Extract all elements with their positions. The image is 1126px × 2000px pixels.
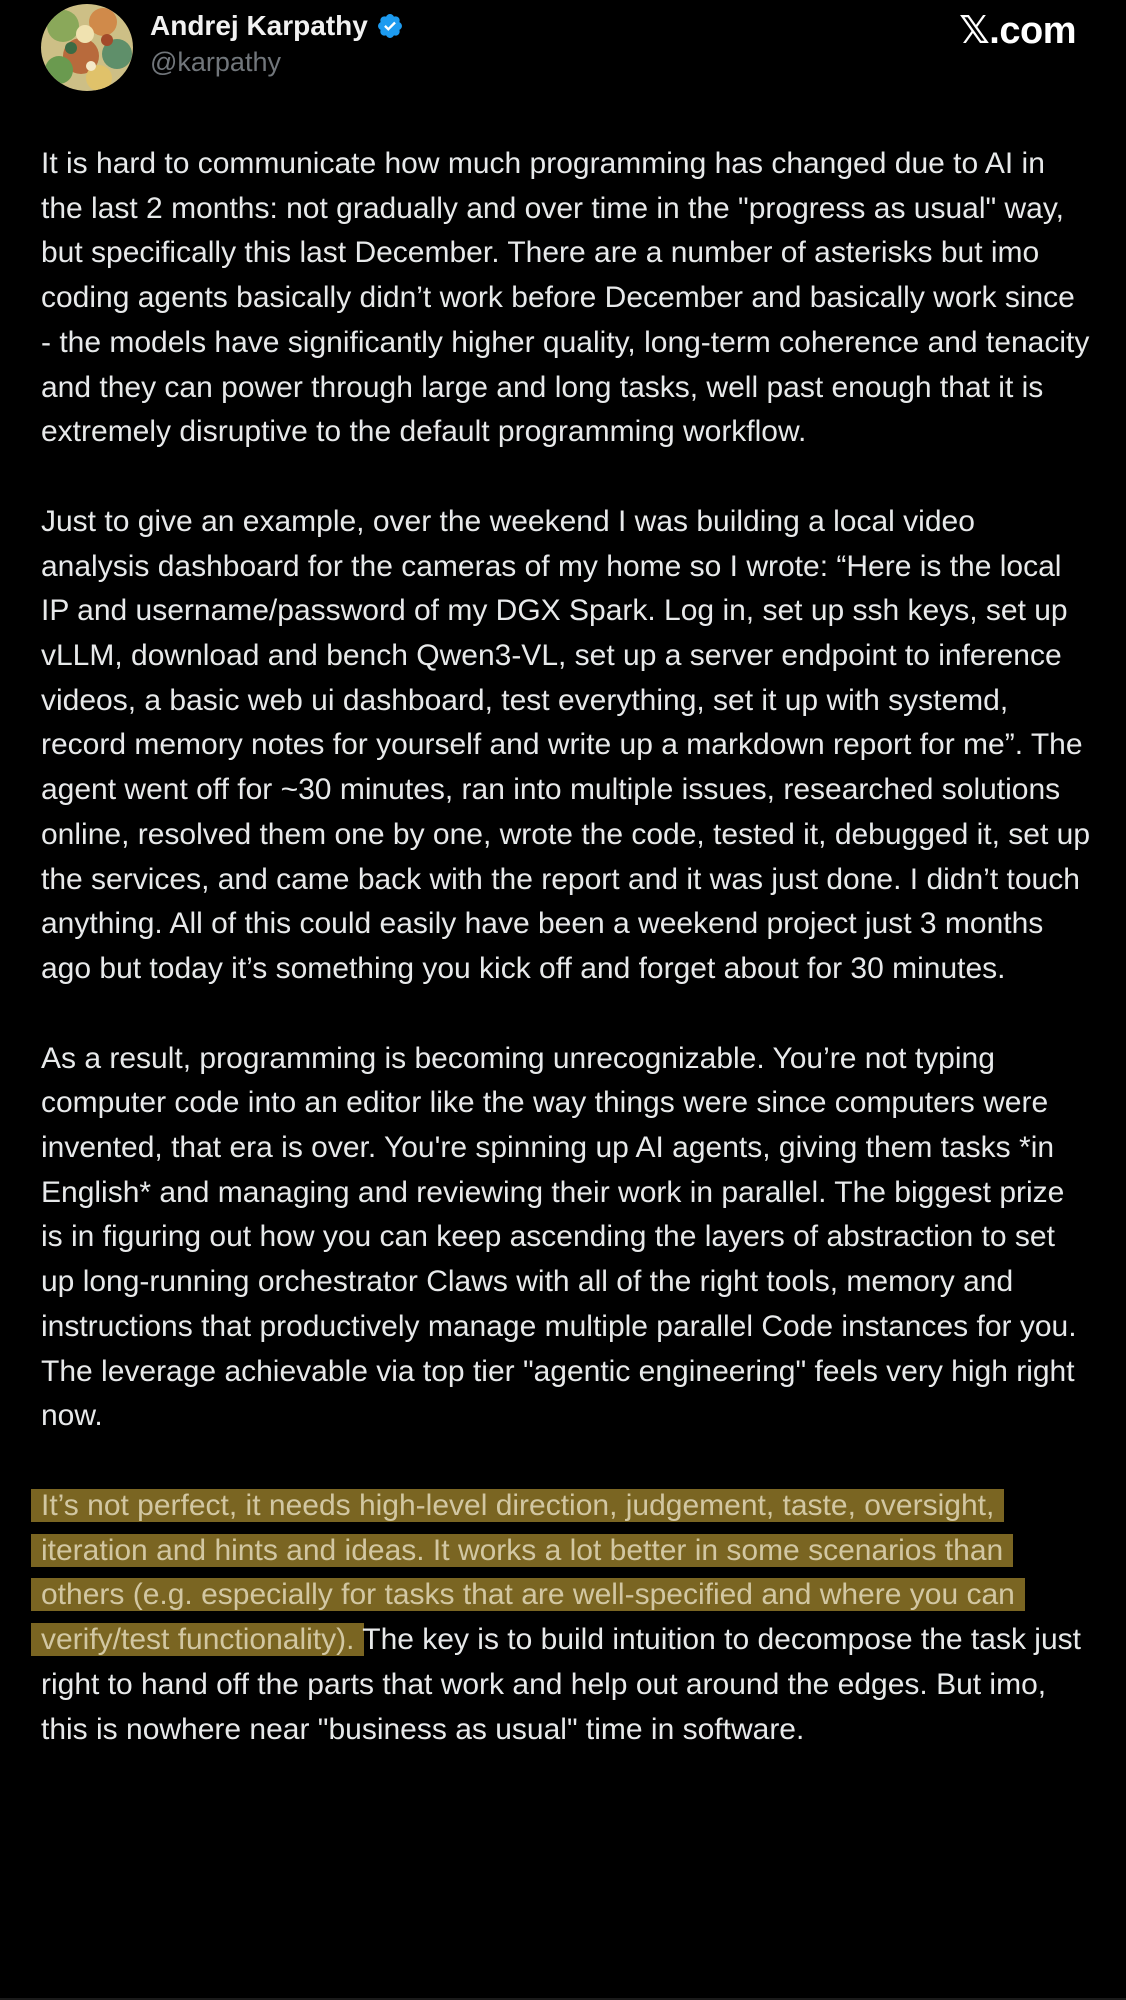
post-paragraph-4: [41, 1484, 1091, 1752]
avatar[interactable]: [41, 4, 133, 91]
author-handle[interactable]: @karpathy: [150, 47, 281, 77]
highlighted-text: It’s not perfect, it needs high-level direction, judgement, taste, oversight, iteration and hints and ideas. It works a lot better in some scenarios than others (e.g. especially for tasks that are well-specified and where you can verify/test functionality).: [41, 1488, 1015, 1657]
author-display-name[interactable]: [150, 8, 404, 44]
post-paragraph-3: As a result, programming is becoming unrecognizable. You’re not typing computer code into an editor like the way things were since computers were invented, that era is over. You're spinning up AI agents, giving them tasks *in English* and managing and reviewing their work in parallel. The biggest prize is in figuring out how you can keep ascending the layers of abstraction to set up long-running orchestrator Claws with all of the right tools, memory and instructions that productively manage multiple parallel Code instances for you. The leverage achievable via top tier "agentic engineering" feels very high right now.: [41, 1041, 1077, 1433]
post-paragraph-1: It is hard to communicate how much programming has changed due to AI in the last 2 months: not gradually and over time in the "progress as usual" way, but specifically this last December. There are a number of asterisks but imo coding agents basically didn’t work before December and basically work since - the models have significantly higher quality, long-term coherence and tenacity and they can power through large and long tasks, well past enough that it is extremely disruptive to the default programming workflow.: [41, 147, 1090, 449]
brand-domain: .com: [989, 10, 1076, 52]
verified-badge-icon: [376, 12, 404, 40]
avatar-illustration-icon: [41, 4, 133, 91]
x-logo-icon: 𝕏: [959, 8, 990, 52]
x-com-logo: [959, 8, 1076, 53]
post-body: [41, 142, 1091, 1752]
author-name-text: Andrej Karpathy: [150, 10, 368, 41]
post-paragraph-4-rest: The key is to build intuition to decompose the task just right to hand off the parts that work and help out around the edges. But imo, this is nowhere near "business as usual" time in software.: [41, 1623, 1081, 1746]
post-paragraph-2: Just to give an example, over the weekend I was building a local video analysis dashboard for the cameras of my home so I wrote: “Here is the local IP and username/password of my DGX Spark. Log in, set up ssh keys, set up vLLM, download and bench Qwen3-VL, set up a server endpoint to inference videos, a basic web ui dashboard, test everything, set it up with systemd, record memory notes for yourself and write up a markdown report for me”. The agent went off for ~30 minutes, ran into multiple issues, researched solutions online, resolved them one by one, wrote the code, tested it, debugged it, set up the services, and came back with the report and it was just done. I didn’t touch anything. All of this could easily have been a weekend project just 3 months ago but today it’s something you kick off and forget about for 30 minutes.: [41, 504, 1091, 985]
post-header: [0, 0, 1126, 100]
